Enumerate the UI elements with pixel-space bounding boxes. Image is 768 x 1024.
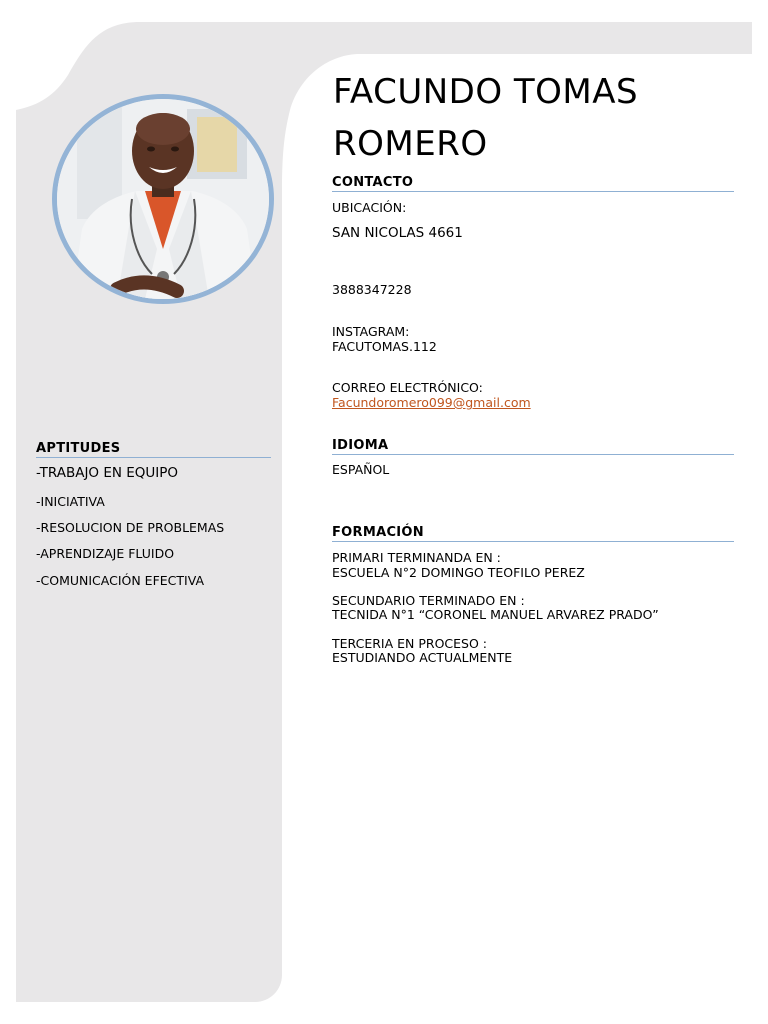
idioma-heading: IDIOMA bbox=[332, 438, 734, 455]
aptitude-item: -COMUNICACIÓN EFECTIVA bbox=[36, 573, 205, 588]
email-link[interactable]: Facundoromero099@gmail.com bbox=[332, 395, 531, 410]
education-detail: ESTUDIANDO ACTUALMENTE bbox=[332, 650, 513, 665]
location-label: UBICACIÓN: bbox=[332, 200, 407, 215]
profile-photo bbox=[52, 94, 274, 304]
aptitude-item: -TRABAJO EN EQUIPO bbox=[36, 465, 179, 481]
aptitude-item: -RESOLUCION DE PROBLEMAS bbox=[36, 520, 225, 535]
full-name bbox=[333, 66, 753, 170]
aptitudes-heading: APTITUDES bbox=[36, 441, 271, 458]
name-line-1: FACUNDO TOMAS bbox=[333, 72, 639, 112]
education-label: TERCERIA EN PROCESO : bbox=[332, 636, 487, 651]
contacto-heading: CONTACTO bbox=[332, 175, 734, 192]
doctor-portrait-icon bbox=[57, 99, 269, 299]
aptitude-item: -APRENDIZAJE FLUIDO bbox=[36, 546, 175, 561]
education-detail: ESCUELA N°2 DOMINGO TEOFILO PEREZ bbox=[332, 565, 585, 580]
location-value: SAN NICOLAS 4661 bbox=[332, 225, 463, 241]
instagram-value: FACUTOMAS.112 bbox=[332, 339, 437, 354]
email-label: CORREO ELECTRÓNICO: bbox=[332, 380, 483, 395]
aptitude-item: -INICIATIVA bbox=[36, 494, 105, 509]
phone-number: 3888347228 bbox=[332, 282, 412, 297]
education-label: PRIMARI TERMINANDA EN : bbox=[332, 550, 501, 565]
education-label: SECUNDARIO TERMINADO EN : bbox=[332, 593, 525, 608]
language-value: ESPAÑOL bbox=[332, 462, 390, 477]
formacion-heading: FORMACIÓN bbox=[332, 525, 734, 542]
instagram-label: INSTAGRAM: bbox=[332, 324, 410, 339]
name-line-2: ROMERO bbox=[333, 124, 488, 164]
education-detail: TECNIDA N°1 “CORONEL MANUEL ARVAREZ PRADO” bbox=[332, 607, 659, 622]
